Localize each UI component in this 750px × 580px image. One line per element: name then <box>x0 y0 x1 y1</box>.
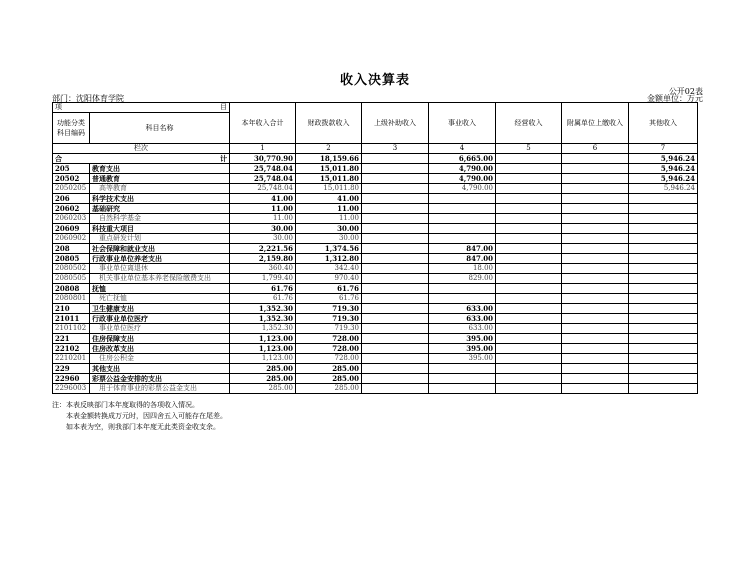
value-cell <box>562 324 629 334</box>
value-cell <box>562 274 629 284</box>
value-cell <box>429 284 496 294</box>
name-cell: 死亡抚恤 <box>90 294 230 304</box>
value-cell: 25,748.04 <box>230 184 296 194</box>
value-cell: 5,946.24 <box>629 184 698 194</box>
value-cell <box>362 344 429 354</box>
value-cell <box>629 234 698 244</box>
name-cell: 卫生健康支出 <box>90 304 230 314</box>
value-cell: 15,011.80 <box>296 174 362 184</box>
code-cell: 2050205 <box>53 184 90 194</box>
value-cell <box>496 274 562 284</box>
value-cell <box>362 374 429 384</box>
name-cell: 事业单位医疗 <box>90 324 230 334</box>
code-cell: 22102 <box>53 344 90 354</box>
code-cell: 20609 <box>53 224 90 234</box>
value-cell <box>629 354 698 364</box>
value-cell <box>629 334 698 344</box>
value-cell <box>496 374 562 384</box>
table-row <box>53 254 698 264</box>
table-row <box>53 314 698 324</box>
value-cell: 2,221.56 <box>230 244 296 254</box>
value-cell <box>562 374 629 384</box>
name-cell: 社会保障和就业支出 <box>90 244 230 254</box>
value-cell <box>562 364 629 374</box>
value-cell <box>629 304 698 314</box>
col-number: 7 <box>629 144 698 154</box>
value-cell <box>629 204 698 214</box>
value-cell <box>496 204 562 214</box>
value-cell <box>629 264 698 274</box>
name-cell: 自然科学基金 <box>90 214 230 224</box>
value-cell: 1,312.80 <box>296 254 362 264</box>
value-cell <box>362 294 429 304</box>
value-cell <box>629 344 698 354</box>
value-cell <box>496 384 562 394</box>
name-cell: 彩票公益金安排的支出 <box>90 374 230 384</box>
value-cell <box>629 364 698 374</box>
name-cell: 普通教育 <box>90 174 230 184</box>
value-cell <box>362 274 429 284</box>
value-cell: 285.00 <box>230 384 296 394</box>
value-cell <box>496 224 562 234</box>
value-cell <box>562 304 629 314</box>
value-cell: 61.76 <box>230 294 296 304</box>
code-cell: 229 <box>53 364 90 374</box>
value-cell <box>562 194 629 204</box>
value-cell: 285.00 <box>296 384 362 394</box>
value-cell <box>362 334 429 344</box>
value-cell: 5,946.24 <box>629 174 698 184</box>
value-cell: 11.00 <box>296 204 362 214</box>
total-label-left: 合 <box>55 153 62 163</box>
table-row <box>53 274 698 284</box>
value-cell: 41.00 <box>230 194 296 204</box>
col-number: 6 <box>562 144 629 154</box>
table-row <box>53 264 698 274</box>
value-cell <box>629 274 698 284</box>
col-header: 经营收入 <box>496 103 562 144</box>
code-cell: 2060902 <box>53 234 90 244</box>
value-cell: 342.40 <box>296 264 362 274</box>
value-cell <box>629 294 698 304</box>
value-cell <box>496 184 562 194</box>
value-cell: 1,123.00 <box>230 344 296 354</box>
table-row <box>53 204 698 214</box>
table-row <box>53 354 698 364</box>
value-cell <box>496 304 562 314</box>
value-cell <box>562 214 629 224</box>
value-cell: 30.00 <box>230 224 296 234</box>
value-cell: 719.30 <box>296 324 362 334</box>
value-cell <box>496 314 562 324</box>
name-cell: 用于体育事业的彩票公益金支出 <box>90 384 230 394</box>
table-row <box>53 304 698 314</box>
code-cell: 2060203 <box>53 214 90 224</box>
name-cell: 科技重大项目 <box>90 224 230 234</box>
value-cell <box>362 164 429 174</box>
income-table <box>52 102 698 394</box>
value-cell <box>362 384 429 394</box>
code-cell: 2080505 <box>53 274 90 284</box>
value-cell <box>429 204 496 214</box>
col-header: 本年收入合计 <box>230 103 296 144</box>
table-row <box>53 324 698 334</box>
name-cell: 住房保障支出 <box>90 334 230 344</box>
header-corner-row <box>53 103 698 113</box>
value-cell: 4,790.00 <box>429 174 496 184</box>
code-cell: 205 <box>53 164 90 174</box>
name-cell: 事业单位离退休 <box>90 264 230 274</box>
value-cell: 11.00 <box>230 204 296 214</box>
total-label-cell <box>53 154 230 164</box>
value-cell <box>429 214 496 224</box>
value-cell <box>562 284 629 294</box>
value-cell <box>362 204 429 214</box>
value-cell: 285.00 <box>230 364 296 374</box>
value-cell: 395.00 <box>429 344 496 354</box>
value-cell: 61.76 <box>296 294 362 304</box>
value-cell <box>429 374 496 384</box>
value-cell <box>562 264 629 274</box>
value-cell <box>496 334 562 344</box>
value-cell <box>562 354 629 364</box>
value-cell <box>629 214 698 224</box>
value-cell <box>496 284 562 294</box>
value-cell <box>429 294 496 304</box>
value-cell <box>562 164 629 174</box>
value-cell: 847.00 <box>429 244 496 254</box>
value-cell <box>362 324 429 334</box>
name-cell: 抚恤 <box>90 284 230 294</box>
col-header: 财政拨款收入 <box>296 103 362 144</box>
col-header: 事业收入 <box>429 103 496 144</box>
table-row <box>53 374 698 384</box>
code-cell: 2210201 <box>53 354 90 364</box>
col-number: 4 <box>429 144 496 154</box>
code-cell: 21011 <box>53 314 90 324</box>
value-cell <box>496 264 562 274</box>
value-cell: 4,790.00 <box>429 184 496 194</box>
value-cell: 285.00 <box>296 364 362 374</box>
value-cell: 847.00 <box>429 254 496 264</box>
value-cell <box>362 234 429 244</box>
code-cell: 2296003 <box>53 384 90 394</box>
code-cell: 20502 <box>53 174 90 184</box>
value-cell <box>496 294 562 304</box>
value-cell: 633.00 <box>429 304 496 314</box>
name-cell: 科学技术支出 <box>90 194 230 204</box>
value-cell <box>562 254 629 264</box>
value-cell <box>362 264 429 274</box>
name-cell: 重点研发计划 <box>90 234 230 244</box>
value-cell: 15,011.80 <box>296 164 362 174</box>
table-body <box>53 103 698 394</box>
value-cell <box>496 354 562 364</box>
code-cell: 20808 <box>53 284 90 294</box>
value-cell <box>496 254 562 264</box>
value-cell <box>362 214 429 224</box>
code-cell: 2080502 <box>53 264 90 274</box>
value-cell <box>496 364 562 374</box>
value-cell: 728.00 <box>296 354 362 364</box>
value-cell <box>629 224 698 234</box>
value-cell: 25,748.04 <box>230 164 296 174</box>
name-col-header: 科目名称 <box>90 113 230 144</box>
value-cell <box>496 174 562 184</box>
value-cell: 728.00 <box>296 334 362 344</box>
value-cell <box>429 364 496 374</box>
table-row <box>53 214 698 224</box>
value-cell <box>629 244 698 254</box>
value-cell <box>362 174 429 184</box>
value-cell: 360.40 <box>230 264 296 274</box>
table-row <box>53 294 698 304</box>
value-cell <box>629 374 698 384</box>
value-cell <box>429 224 496 234</box>
value-cell <box>562 294 629 304</box>
value-cell: 1,123.00 <box>230 334 296 344</box>
code-cell: 2101102 <box>53 324 90 334</box>
col-number: 2 <box>296 144 362 154</box>
value-cell <box>562 244 629 254</box>
table-row <box>53 234 698 244</box>
table-row <box>53 284 698 294</box>
value-cell <box>362 364 429 374</box>
table-row <box>53 334 698 344</box>
value-cell: 1,123.00 <box>230 354 296 364</box>
value-cell <box>496 244 562 254</box>
code-cell: 22960 <box>53 374 90 384</box>
total-value <box>496 154 562 164</box>
value-cell <box>496 214 562 224</box>
value-cell <box>562 334 629 344</box>
value-cell <box>362 224 429 234</box>
value-cell <box>429 384 496 394</box>
unit-label: 金额单位：万元 <box>647 94 703 103</box>
value-cell: 395.00 <box>429 354 496 364</box>
value-cell: 1,374.56 <box>296 244 362 254</box>
value-cell: 4,790.00 <box>429 164 496 174</box>
value-cell: 25,748.04 <box>230 174 296 184</box>
col-header: 上级补助收入 <box>362 103 429 144</box>
value-cell: 1,799.40 <box>230 274 296 284</box>
value-cell <box>362 254 429 264</box>
value-cell <box>562 204 629 214</box>
total-value <box>362 154 429 164</box>
value-cell: 61.76 <box>230 284 296 294</box>
value-cell <box>362 284 429 294</box>
value-cell: 1,352.30 <box>230 324 296 334</box>
value-cell <box>362 314 429 324</box>
value-cell: 30.00 <box>296 224 362 234</box>
total-value <box>562 154 629 164</box>
value-cell: 11.00 <box>230 214 296 224</box>
value-cell <box>562 224 629 234</box>
value-cell: 30.00 <box>230 234 296 244</box>
table-row <box>53 184 698 194</box>
name-cell: 行政事业单位医疗 <box>90 314 230 324</box>
value-cell <box>496 234 562 244</box>
department-label: 部门：沈阳体育学院 <box>52 94 124 103</box>
value-cell <box>429 194 496 204</box>
value-cell <box>496 194 562 204</box>
value-cell <box>629 314 698 324</box>
table-row <box>53 384 698 394</box>
col-number: 3 <box>362 144 429 154</box>
name-cell: 机关事业单位基本养老保险缴费支出 <box>90 274 230 284</box>
name-cell: 教育支出 <box>90 164 230 174</box>
corner-cell <box>53 103 230 113</box>
total-value: 6,665.00 <box>429 154 496 164</box>
table-row <box>53 194 698 204</box>
value-cell: 41.00 <box>296 194 362 204</box>
value-cell <box>562 174 629 184</box>
value-cell <box>629 284 698 294</box>
lanci-label: 栏次 <box>53 144 230 154</box>
code-cell: 210 <box>53 304 90 314</box>
code-cell: 20805 <box>53 254 90 264</box>
value-cell: 61.76 <box>296 284 362 294</box>
value-cell: 15,011.80 <box>296 184 362 194</box>
value-cell <box>562 314 629 324</box>
code-cell: 20602 <box>53 204 90 214</box>
value-cell <box>629 384 698 394</box>
value-cell: 728.00 <box>296 344 362 354</box>
value-cell: 829.00 <box>429 274 496 284</box>
table-row <box>53 364 698 374</box>
table-row <box>53 344 698 354</box>
value-cell: 11.00 <box>296 214 362 224</box>
code-cell: 208 <box>53 244 90 254</box>
report-title: 收入决算表 <box>339 73 410 88</box>
value-cell <box>362 354 429 364</box>
value-cell <box>562 234 629 244</box>
value-cell: 1,352.30 <box>230 304 296 314</box>
col-header: 附属单位上缴收入 <box>562 103 629 144</box>
total-label-right: 计 <box>220 153 227 163</box>
note-line: 如本表为空，则我部门本年度无此类资金收支余。 <box>66 423 220 431</box>
value-cell: 719.30 <box>296 304 362 314</box>
value-cell <box>562 184 629 194</box>
name-cell: 高等教育 <box>90 184 230 194</box>
name-cell: 基础研究 <box>90 204 230 214</box>
total-value: 5,946.24 <box>629 154 698 164</box>
code-cell: 2080801 <box>53 294 90 304</box>
value-cell: 285.00 <box>230 374 296 384</box>
total-value: 18,159.66 <box>296 154 362 164</box>
table-row <box>53 244 698 254</box>
value-cell <box>496 164 562 174</box>
value-cell: 30.00 <box>296 234 362 244</box>
name-cell: 其他支出 <box>90 364 230 374</box>
col-number: 5 <box>496 144 562 154</box>
table-row <box>53 224 698 234</box>
value-cell <box>362 194 429 204</box>
code-col-header: 功能分类 科目编码 <box>53 113 90 144</box>
value-cell: 5,946.24 <box>629 164 698 174</box>
note-line: 本表金额转换成万元时，因四舍五入可能存在尾差。 <box>66 412 227 420</box>
value-cell <box>429 234 496 244</box>
table-row <box>53 174 698 184</box>
col-number: 1 <box>230 144 296 154</box>
form-number: 公开02表 <box>668 87 703 96</box>
value-cell: 2,159.80 <box>230 254 296 264</box>
lanci-row <box>53 144 698 154</box>
value-cell: 633.00 <box>429 314 496 324</box>
table-row <box>53 164 698 174</box>
corner-left-label: 项 <box>55 102 62 111</box>
col-header: 其他收入 <box>629 103 698 144</box>
value-cell <box>629 194 698 204</box>
notes <box>52 400 227 433</box>
value-cell <box>496 344 562 354</box>
corner-right-label: 目 <box>220 102 227 111</box>
value-cell: 1,352.30 <box>230 314 296 324</box>
value-cell <box>562 344 629 354</box>
value-cell <box>362 304 429 314</box>
total-row <box>53 154 698 164</box>
code-cell: 221 <box>53 334 90 344</box>
value-cell <box>629 254 698 264</box>
value-cell <box>362 184 429 194</box>
value-cell <box>562 384 629 394</box>
code-cell: 206 <box>53 194 90 204</box>
value-cell <box>629 324 698 334</box>
value-cell: 285.00 <box>296 374 362 384</box>
value-cell <box>496 324 562 334</box>
value-cell: 395.00 <box>429 334 496 344</box>
note-line: 注：本表反映部门本年度取得的各项收入情况。 <box>52 401 199 409</box>
value-cell: 719.30 <box>296 314 362 324</box>
value-cell: 633.00 <box>429 324 496 334</box>
name-cell: 行政事业单位养老支出 <box>90 254 230 264</box>
total-value: 30,770.90 <box>230 154 296 164</box>
name-cell: 住房公积金 <box>90 354 230 364</box>
value-cell: 18.00 <box>429 264 496 274</box>
value-cell <box>362 244 429 254</box>
value-cell: 970.40 <box>296 274 362 284</box>
name-cell: 住房改革支出 <box>90 344 230 354</box>
